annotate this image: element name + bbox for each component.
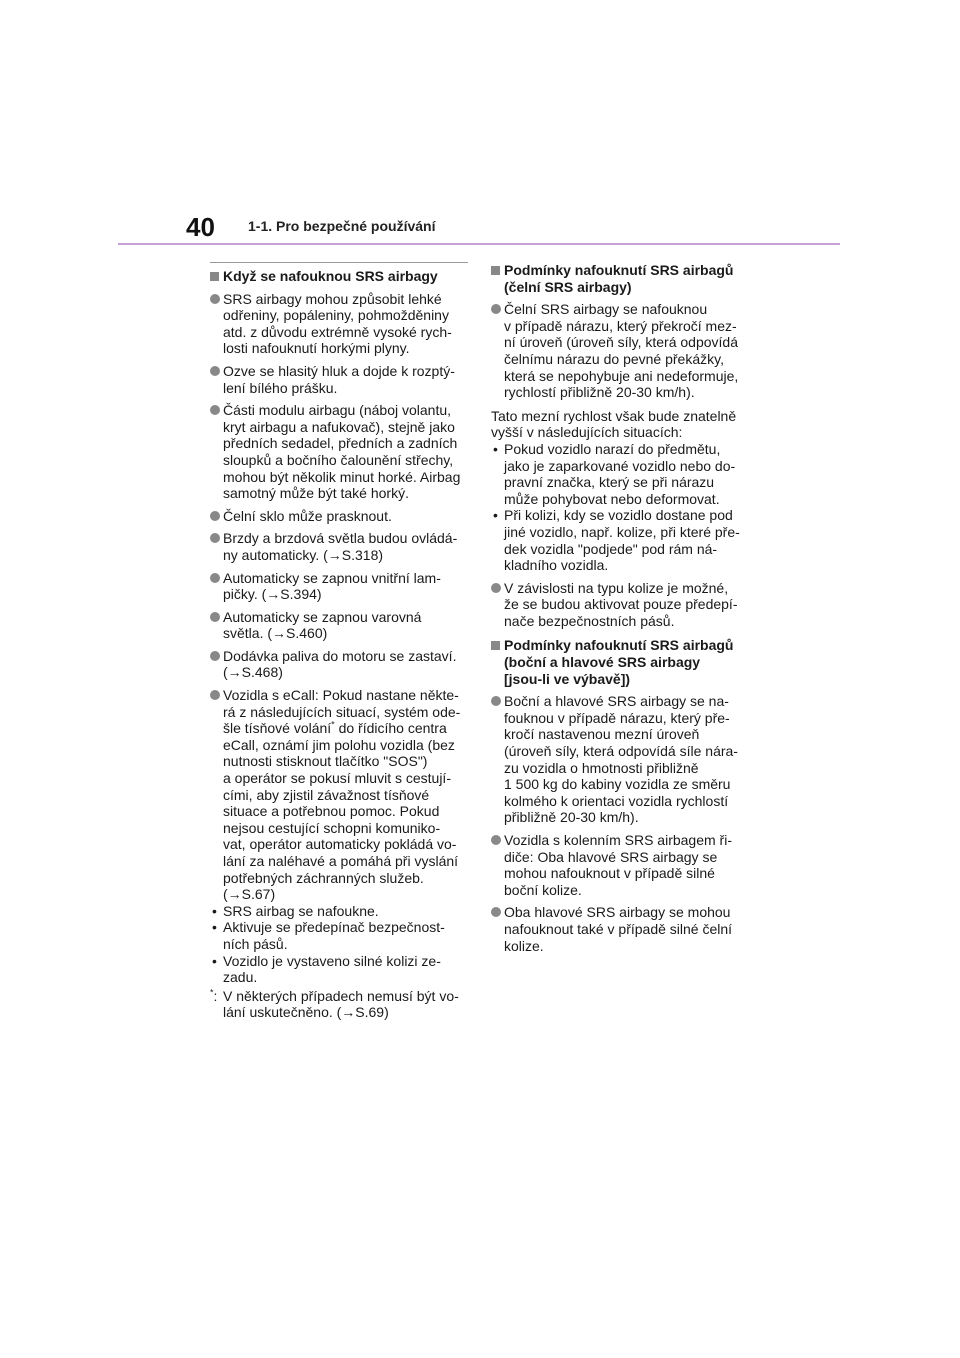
list-item — [491, 832, 749, 898]
gray-dot-icon — [210, 533, 220, 543]
right-bullet-list — [491, 693, 749, 954]
right-sub-bullet-list — [491, 441, 749, 574]
left-sub-bullet-list — [210, 903, 468, 986]
text-line: přibližně 20-30 km/h). — [504, 809, 639, 826]
footnote — [210, 988, 468, 1021]
text-line: kryt airbagu a nafukovač), stejně jako — [223, 418, 455, 435]
text-line: že se budou aktivovat pouze předepí- — [504, 596, 738, 613]
gray-dot-icon — [210, 366, 220, 376]
text-line: nafouknout také v případě silné čelní — [504, 920, 733, 937]
text-line: SRS airbagy mohou způsobit lehké — [223, 290, 442, 307]
text-line: mohou být několik minut horké. Airbag — [223, 468, 461, 485]
text-line: zadu. — [223, 969, 258, 986]
bullet-text — [504, 580, 749, 630]
text-line: Ozve se hlasitý hluk a dojde k rozptý- — [223, 362, 455, 379]
text-line: V některých případech nemusí být vo- — [223, 987, 459, 1004]
ecall-text — [223, 737, 468, 903]
list-item — [210, 648, 468, 681]
text-line: lení bílého prášku. — [223, 379, 338, 396]
gray-square-icon — [491, 641, 500, 650]
text-line: atd. z důvodu extrémně vysoké rych- — [223, 323, 452, 340]
gray-square-icon — [491, 266, 500, 275]
text-line: Při kolizi, kdy se vozidlo dostane pod — [504, 507, 733, 524]
section-heading-side-airbags — [491, 637, 749, 687]
text-line: nače bezpečnostních pásů. — [504, 612, 675, 629]
text-line: Vozidlo je vystaveno silné kolizi ze- — [223, 952, 441, 969]
text-line: Tato mezní rychlost však bude znatelně — [491, 407, 737, 424]
text-line: Vozidla s eCall: Pokud nastane někte- — [223, 687, 459, 704]
sub-list-item — [491, 507, 749, 573]
gray-dot-icon — [210, 294, 220, 304]
text-line: kročí nastavenou mezní úroveň — [504, 726, 700, 743]
text-line: (úroveň síly, která odpovídá síle nára- — [504, 743, 738, 760]
text-line: pičky. (→S.394) — [223, 586, 322, 603]
text-line: Vozidla s kolenním SRS airbagem ři- — [504, 832, 732, 848]
text-line: jiné vozidlo, např. kolize, při které pře- — [504, 523, 740, 540]
sub-list-item — [491, 441, 749, 507]
text-line: může pohybovat nebo deformovat. — [504, 490, 720, 507]
gray-dot-icon — [491, 304, 501, 314]
text-line: Podmínky nafouknutí SRS airbagů — [504, 262, 734, 278]
text-line-with-footnote — [223, 720, 468, 737]
list-item — [491, 904, 749, 954]
chapter-title: 1-1. Pro bezpečné používání — [248, 218, 436, 234]
text-fragment: šle tísňové volání — [223, 720, 332, 737]
text-line: sloupků a bočního čalounění střechy, — [223, 451, 454, 468]
sub-list-item — [210, 953, 468, 986]
text-line: Čelní SRS airbagy se nafouknou — [504, 301, 708, 318]
text-line: předních sedadel, předních a zadních — [223, 435, 458, 452]
text-line: potřebných záchranných služeb. — [223, 869, 424, 886]
text-line: Části modulu airbagu (náboj volantu, — [223, 402, 452, 419]
sub-bullet-mark: • — [493, 507, 498, 524]
footnote-text — [223, 988, 468, 1021]
list-item — [210, 609, 468, 642]
text-line: jako je zaparkované vozidlo nebo do- — [504, 457, 736, 474]
text-line: lání uskutečněno. (→S.69) — [223, 1004, 389, 1021]
gray-dot-icon — [210, 690, 220, 700]
section-heading-front-airbags — [491, 262, 749, 295]
text-line: mohou nafouknout v případě silné — [504, 865, 715, 882]
list-item — [210, 402, 468, 502]
text-line: ny automaticky. (→S.318) — [223, 546, 384, 563]
text-line: odřeniny, popáleniny, pohmožděniny — [223, 307, 449, 324]
page-number: 40 — [186, 212, 215, 242]
text-line: vat, operátor automaticky pokládá vo- — [223, 836, 457, 853]
text-line: lání za naléhavé a pomáhá při vyslání — [223, 853, 459, 869]
text-line: a operátor se pokusí mluvit s cestují- — [223, 770, 451, 787]
text-line: vyšší v následujících situacích: — [491, 424, 683, 441]
text-line: (→S.468) — [223, 664, 283, 681]
header-rule — [118, 243, 840, 245]
text-line: kolmého k orientaci vozidla rychlostí — [504, 792, 729, 809]
sub-bullet-mark: • — [493, 440, 498, 457]
text-line: kladního vozidla. — [504, 557, 609, 574]
text-line: Dodávka paliva do motoru se zastaví. — [223, 647, 457, 664]
text-line: zu vozidla o hmotnosti přibližně — [504, 759, 699, 776]
gray-square-icon — [210, 272, 219, 281]
column-rule — [210, 262, 468, 263]
text-line: (boční a hlavové SRS airbagy — [504, 654, 701, 671]
list-item — [491, 693, 749, 826]
sub-bullet-mark: • — [212, 952, 217, 969]
text-fragment: do řídicího centra — [334, 720, 447, 737]
text-line: boční kolize. — [504, 881, 582, 898]
right-column — [491, 262, 749, 954]
footnote-asterisk: * — [210, 987, 214, 998]
left-column — [210, 262, 468, 1021]
gray-dot-icon — [210, 612, 220, 622]
text-line: kolize. — [504, 937, 544, 954]
list-item — [210, 530, 468, 563]
text-line: eCall, oznámí jim polohu vozidla (bez — [223, 736, 455, 753]
text-line: čelnímu nárazu do pevné překážky, — [504, 350, 724, 367]
text-line: nutnosti stisknout tlačítko "SOS") — [223, 753, 428, 770]
section-heading-airbag-deploy — [210, 268, 468, 285]
text-line: fouknou v případě nárazu, který pře- — [504, 709, 730, 726]
text-line: nejsou cestující schopni komuniko- — [223, 819, 441, 836]
text-line: rychlostí přibližně 20-30 km/h). — [504, 384, 695, 401]
text-line: světla. (→S.460) — [223, 625, 328, 642]
text-line: rá z následujících situací, systém ode- — [223, 703, 461, 720]
text-line: Aktivuje se předepínač bezpečnost- — [223, 919, 445, 936]
list-item — [210, 508, 468, 525]
text-line: která se nepohybuje ani nedeformuje, — [504, 367, 739, 384]
paragraph-threshold — [491, 408, 749, 441]
text-line: (→S.67) — [223, 886, 276, 903]
text-line: cími, aby zjistil závažnost tísňové — [223, 786, 430, 803]
sub-bullet-mark: • — [212, 902, 217, 919]
bullet-ecall — [210, 687, 468, 903]
text-line: SRS airbag se nafoukne. — [223, 902, 379, 919]
heading-text: Když se nafouknou SRS airbagy — [223, 268, 438, 284]
list-item — [210, 570, 468, 603]
gray-dot-icon — [210, 405, 220, 415]
heading-text — [504, 262, 749, 295]
gray-dot-icon — [491, 696, 501, 706]
text-line: Podmínky nafouknutí SRS airbagů — [504, 637, 734, 654]
gray-dot-icon — [491, 583, 501, 593]
list-item — [210, 363, 468, 396]
sub-list-item — [210, 903, 468, 920]
gray-dot-icon — [210, 511, 220, 521]
sub-bullet-mark: • — [212, 919, 217, 936]
text-line: (čelní SRS airbagy) — [504, 278, 632, 295]
bullet-text — [504, 301, 749, 401]
text-line: ní úroveň (úroveň síly, která odpovídá — [504, 334, 738, 351]
text-line: Automaticky se zapnou vnitřní lam- — [223, 569, 441, 586]
text-line: 1 500 kg do kabiny vozidla ze směru — [504, 776, 731, 793]
bullet-front-conditions — [491, 301, 749, 401]
text-line: [jsou-li ve výbavě]) — [504, 670, 631, 687]
text-line: v případě nárazu, který překročí mez- — [504, 317, 737, 334]
text-line: diče: Oba hlavové SRS airbagy se — [504, 848, 718, 865]
text-line: Brzdy a brzdová světla budou ovládá- — [223, 530, 458, 547]
text-line: samotný může být také horký. — [223, 485, 409, 502]
footnote-mark: *: — [210, 987, 218, 1004]
footnote-marker: * — [331, 719, 335, 730]
text-line: Boční a hlavové SRS airbagy se na- — [504, 693, 729, 710]
text-line: dek vozidla "podjede" pod rám ná- — [504, 540, 718, 557]
text-line: Čelní sklo může prasknout. — [223, 507, 392, 524]
text-line: losti nafouknutí horkými plyny. — [223, 340, 410, 357]
text-line: Automaticky se zapnou varovná — [223, 608, 422, 625]
heading-text — [504, 637, 749, 687]
gray-dot-icon — [491, 907, 501, 917]
text-line: pravní značka, který se při nárazu — [504, 474, 715, 491]
text-line: situace a potřebnou pomoc. Pokud — [223, 803, 440, 820]
gray-dot-icon — [210, 651, 220, 661]
text-line: V závislosti na typu kolize je možné, — [504, 579, 729, 596]
left-bullet-list — [210, 291, 468, 681]
gray-dot-icon — [210, 573, 220, 583]
list-item — [210, 291, 468, 357]
gray-dot-icon — [491, 835, 501, 845]
text-line: Pokud vozidlo narazí do předmětu, — [504, 440, 721, 457]
text-line: Oba hlavové SRS airbagy se mohou — [504, 904, 731, 921]
bullet-pretensioners — [491, 580, 749, 630]
text-line: ních pásů. — [223, 935, 288, 952]
sub-list-item — [210, 919, 468, 952]
